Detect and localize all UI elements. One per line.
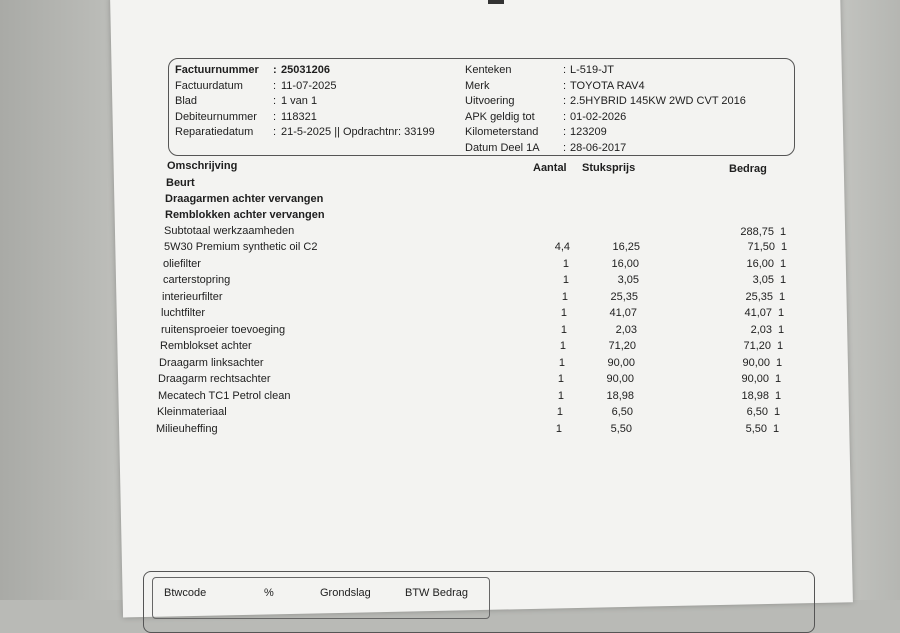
header-value: 21-5-2025 || Opdrachtnr: 33199 <box>281 126 435 138</box>
header-separator: : <box>273 111 277 123</box>
header-separator: : <box>273 126 277 138</box>
header-separator: : <box>273 64 277 76</box>
line-item-unit-price: 2,03 <box>615 324 637 336</box>
line-item-amount: 90,00 <box>741 373 769 385</box>
line-item-unit-price: 18,98 <box>606 390 634 402</box>
header-separator: : <box>563 64 567 76</box>
line-item-vat-code: 1 <box>781 241 788 253</box>
vat-header-btw-bedrag: BTW Bedrag <box>405 587 468 599</box>
line-item-quantity: 1 <box>562 274 569 286</box>
line-item-amount: 25,35 <box>745 291 773 303</box>
line-item-vat-code: 1 <box>780 274 787 286</box>
line-item-amount: 71,50 <box>747 241 775 253</box>
line-item-quantity: 1 <box>561 291 568 303</box>
header-value: 2.5HYBRID 145KW 2WD CVT 2016 <box>570 95 746 107</box>
line-item-unit-price: 41,07 <box>609 307 637 319</box>
header-value: TOYOTA RAV4 <box>570 80 645 92</box>
header-label: Blad <box>175 95 198 107</box>
line-item-quantity: 4,4 <box>554 241 570 253</box>
line-item-unit-price: 71,20 <box>608 340 636 352</box>
work-title: Beurt <box>166 177 195 189</box>
header-label: Factuurdatum <box>175 80 243 92</box>
header-label: Merk <box>465 80 490 92</box>
top-edge-mark <box>488 0 504 4</box>
vat-header-btwcode: Btwcode <box>164 587 207 599</box>
line-item-description: Mecatech TC1 Petrol clean <box>158 390 291 402</box>
line-item-unit-price: 3,05 <box>617 274 639 286</box>
line-item-quantity: 1 <box>557 373 564 385</box>
line-item-amount: 2,03 <box>750 324 772 336</box>
line-item-amount: 18,98 <box>741 390 769 402</box>
header-label: Datum Deel 1A <box>465 142 540 154</box>
header-value: 11-07-2025 <box>281 80 337 92</box>
line-item-description: Kleinmateriaal <box>157 406 227 418</box>
line-item-description: Draagarm linksachter <box>159 357 264 369</box>
header-value: 01-02-2026 <box>570 111 627 123</box>
header-value: 25031206 <box>281 64 330 76</box>
header-value: 118321 <box>281 111 317 123</box>
line-item-unit-price: 6,50 <box>611 406 633 418</box>
line-item-amount: 41,07 <box>744 307 772 319</box>
header-label: Kilometerstand <box>465 126 539 138</box>
line-item-vat-code: 1 <box>776 357 783 369</box>
line-item-quantity: 1 <box>556 406 563 418</box>
line-item-unit-price: 90,00 <box>607 357 635 369</box>
work-subtotal-label: Subtotaal werkzaamheden <box>164 225 295 237</box>
line-item-unit-price: 16,25 <box>612 241 640 253</box>
work-item: Draagarmen achter vervangen <box>165 193 324 205</box>
header-label: Kenteken <box>465 64 512 76</box>
line-item-vat-code: 1 <box>778 307 785 319</box>
line-item-description: ruitensproeier toevoeging <box>161 324 286 336</box>
line-item-amount: 16,00 <box>746 258 774 270</box>
header-separator: : <box>563 126 567 138</box>
header-separator: : <box>563 111 567 123</box>
vat-header-percent: % <box>264 587 274 599</box>
line-item-unit-price: 25,35 <box>610 291 638 303</box>
header-separator: : <box>563 80 567 92</box>
line-item-description: Remblokset achter <box>160 340 252 352</box>
work-item: Remblokken achter vervangen <box>165 209 325 221</box>
line-item-quantity: 1 <box>559 340 566 352</box>
vat-header-grondslag: Grondslag <box>320 587 371 599</box>
line-item-vat-code: 1 <box>780 258 787 270</box>
header-separator: : <box>273 80 277 92</box>
line-item-quantity: 1 <box>562 258 569 270</box>
line-item-description: luchtfilter <box>161 307 206 319</box>
header-label: Uitvoering <box>465 95 515 107</box>
line-item-vat-code: 1 <box>778 324 785 336</box>
line-item-quantity: 1 <box>560 324 567 336</box>
line-item-amount: 71,20 <box>743 340 771 352</box>
line-item-vat-code: 1 <box>779 291 786 303</box>
line-item-unit-price: 5,50 <box>610 423 632 435</box>
header-value: L-519-JT <box>570 64 615 76</box>
header-label: Debiteurnummer <box>175 111 257 123</box>
column-header-description: Omschrijving <box>167 160 238 172</box>
line-item-description: Milieuheffing <box>156 423 218 435</box>
column-header-unit-price: Stuksprijs <box>582 162 636 174</box>
line-item-quantity: 1 <box>560 307 567 319</box>
header-value: 28-06-2017 <box>570 142 627 154</box>
line-item-quantity: 1 <box>557 390 564 402</box>
header-label: Factuurnummer <box>175 64 259 76</box>
line-item-unit-price: 16,00 <box>611 258 639 270</box>
header-label: APK geldig tot <box>465 111 535 123</box>
column-header-amount: Bedrag <box>729 163 767 175</box>
line-item-quantity: 1 <box>555 423 562 435</box>
line-item-vat-code: 1 <box>775 390 782 402</box>
line-item-description: Draagarm rechtsachter <box>158 373 271 385</box>
column-header-quantity: Aantal <box>533 162 567 174</box>
line-item-vat-code: 1 <box>773 423 780 435</box>
work-subtotal-code: 1 <box>780 226 787 238</box>
header-label: Reparatiedatum <box>175 126 254 138</box>
line-item-unit-price: 90,00 <box>606 373 634 385</box>
line-item-quantity: 1 <box>558 357 565 369</box>
line-item-description: interieurfilter <box>162 291 223 303</box>
line-item-amount: 3,05 <box>752 274 774 286</box>
line-item-amount: 5,50 <box>745 423 767 435</box>
line-item-vat-code: 1 <box>774 406 781 418</box>
header-separator: : <box>273 95 277 107</box>
header-separator: : <box>563 95 567 107</box>
line-item-description: 5W30 Premium synthetic oil C2 <box>164 241 318 253</box>
line-item-amount: 90,00 <box>742 357 770 369</box>
header-value: 1 van 1 <box>281 95 318 107</box>
line-item-description: carterstopring <box>163 274 231 286</box>
line-item-vat-code: 1 <box>777 340 784 352</box>
work-subtotal-amount: 288,75 <box>740 226 774 238</box>
line-item-amount: 6,50 <box>746 406 768 418</box>
line-item-vat-code: 1 <box>775 373 782 385</box>
header-value: 123209 <box>570 126 607 138</box>
line-item-description: oliefilter <box>163 258 201 270</box>
header-separator: : <box>563 142 567 154</box>
